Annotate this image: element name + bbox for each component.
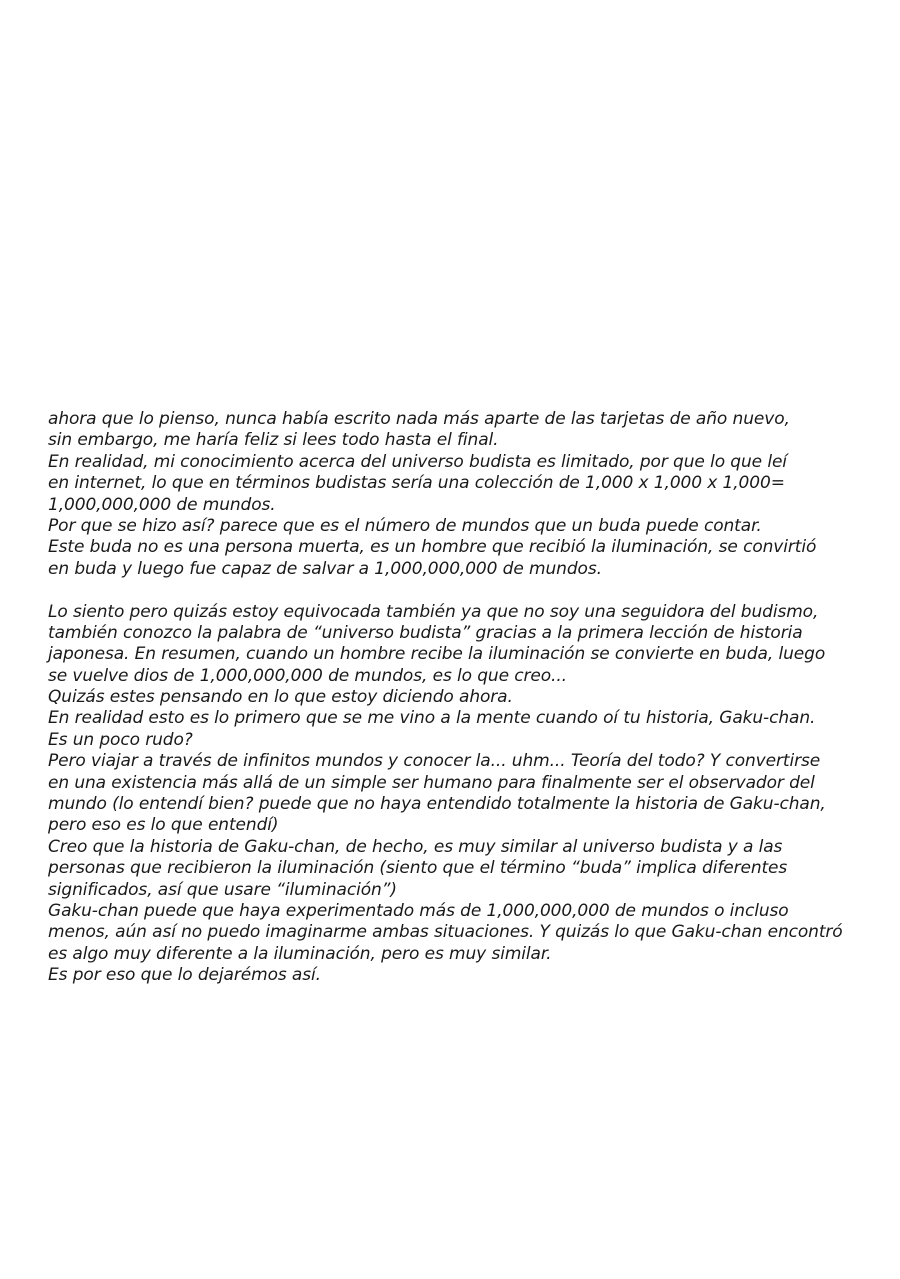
text-line: menos, aún así no puedo imaginarme ambas situaciones. Y quizás lo que Gaku-chan encontró: [48, 922, 843, 943]
text-line: en internet, lo que en términos budistas sería una colección de 1,000 x 1,000 x 1,000=: [48, 473, 785, 494]
text-line: significados, así que usare “iluminación”): [48, 879, 397, 900]
text-line: Pero viajar a través de infinitos mundos y conocer la... uhm... Teoría del todo? Y convertirse: [48, 751, 821, 772]
text-line: es algo muy diferente a la iluminación, pero es muy similar.: [48, 943, 552, 964]
text-line: también conozco la palabra de “universo budista” gracias a la primera lección de historia: [48, 622, 803, 643]
text-line: En realidad esto es lo primero que se me vino a la mente cuando oí tu historia, Gaku-chan.: [48, 708, 816, 729]
text-line: Este buda no es una persona muerta, es un hombre que recibió la iluminación, se convirtió: [48, 537, 817, 558]
letter-text: [48, 409, 893, 987]
text-line: Gaku-chan puede que haya experimentado más de 1,000,000,000 de mundos o incluso: [48, 900, 789, 921]
text-line: ahora que lo pienso, nunca había escrito nada más aparte de las tarjetas de año nuevo,: [48, 409, 790, 429]
paragraph-gap: [48, 580, 893, 601]
text-line: pero eso es lo que entendí): [48, 815, 279, 836]
text-line: Es un poco rudo?: [48, 729, 193, 750]
text-line: mundo (lo entendí bien? puede que no haya entendido totalmente la historia de Gaku-chan,: [48, 794, 826, 815]
text-line: en buda y luego fue capaz de salvar a 1,000,000,000 de mundos.: [48, 558, 602, 579]
text-line: japonesa. En resumen, cuando un hombre recibe la iluminación se convierte en buda, luego: [48, 644, 826, 665]
text-line: sin embargo, me haría feliz si lees todo hasta el final.: [48, 430, 499, 451]
text-line: Creo que la historia de Gaku-chan, de hecho, es muy similar al universo budista y a las: [48, 836, 783, 857]
text-line: En realidad, mi conocimiento acerca del universo budista es limitado, por que lo que leí: [48, 451, 787, 472]
text-line: Lo siento pero quizás estoy equivocada también ya que no soy una seguidora del budismo,: [48, 601, 819, 622]
text-line: Es por eso que lo dejarémos así.: [48, 965, 321, 986]
text-line: Por que se hizo así? parece que es el número de mundos que un buda puede contar.: [48, 515, 762, 536]
text-line: 1,000,000,000 de mundos.: [48, 494, 276, 515]
text-line: en una existencia más allá de un simple ser humano para finalmente ser el observador del: [48, 772, 815, 793]
text-line: personas que recibieron la iluminación (siento que el término “buda” implica diferentes: [48, 858, 788, 879]
text-line: Quizás estes pensando en lo que estoy diciendo ahora.: [48, 687, 513, 708]
text-line: se vuelve dios de 1,000,000,000 de mundos, es lo que creo...: [48, 665, 567, 686]
